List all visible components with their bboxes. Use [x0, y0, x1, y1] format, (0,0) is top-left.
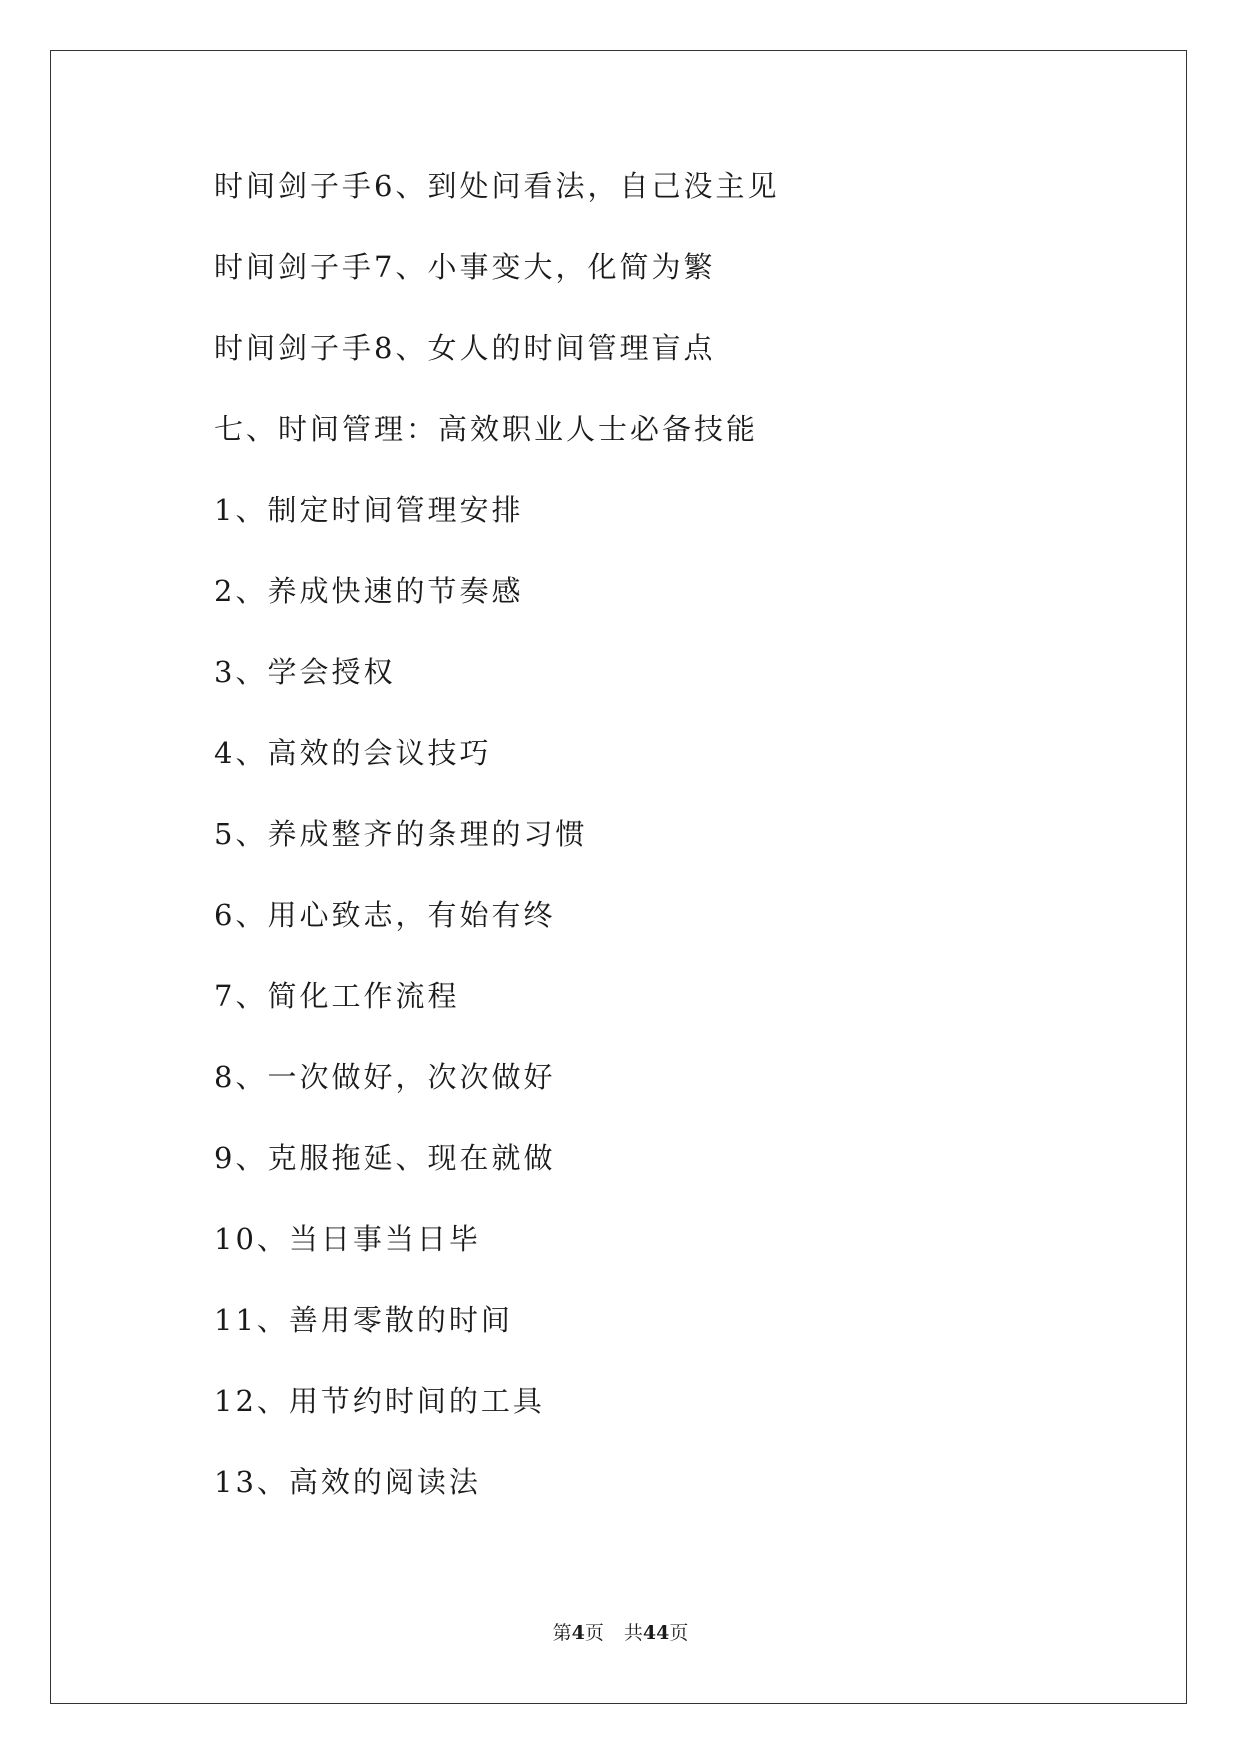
list-item: 8、一次做好，次次做好	[214, 1060, 556, 1094]
section-heading: 七、时间管理：高效职业人士必备技能	[214, 412, 759, 446]
total-pages-prefix: 共	[623, 1622, 643, 1644]
list-item: 6、用心致志，有始有终	[214, 898, 556, 932]
list-item: 11、善用零散的时间	[214, 1303, 513, 1337]
current-page-number: 4	[571, 1622, 585, 1644]
list-item: 10、当日事当日毕	[214, 1222, 481, 1256]
page-footer	[0, 1621, 1241, 1645]
page-number-suffix: 页	[584, 1622, 604, 1644]
list-item: 2、养成快速的节奏感	[214, 574, 524, 608]
list-item: 1、制定时间管理安排	[214, 493, 524, 527]
total-pages-suffix: 页	[669, 1622, 689, 1644]
document-body	[214, 165, 1114, 1542]
text-line: 时间剑子手7、小事变大，化简为繁	[214, 250, 716, 284]
text-line: 时间剑子手6、到处问看法，自己没主见	[214, 169, 780, 203]
list-item: 13、高效的阅读法	[214, 1465, 481, 1499]
list-item: 12、用节约时间的工具	[214, 1384, 545, 1418]
page-number-prefix: 第	[552, 1622, 572, 1644]
list-item: 5、养成整齐的条理的习惯	[214, 817, 588, 851]
list-item: 9、克服拖延、现在就做	[214, 1141, 556, 1175]
list-item: 4、高效的会议技巧	[214, 736, 492, 770]
total-pages-number: 44	[642, 1622, 670, 1644]
text-line: 时间剑子手8、女人的时间管理盲点	[214, 331, 716, 365]
list-item: 3、学会授权	[214, 655, 396, 689]
list-item: 7、简化工作流程	[214, 979, 460, 1013]
